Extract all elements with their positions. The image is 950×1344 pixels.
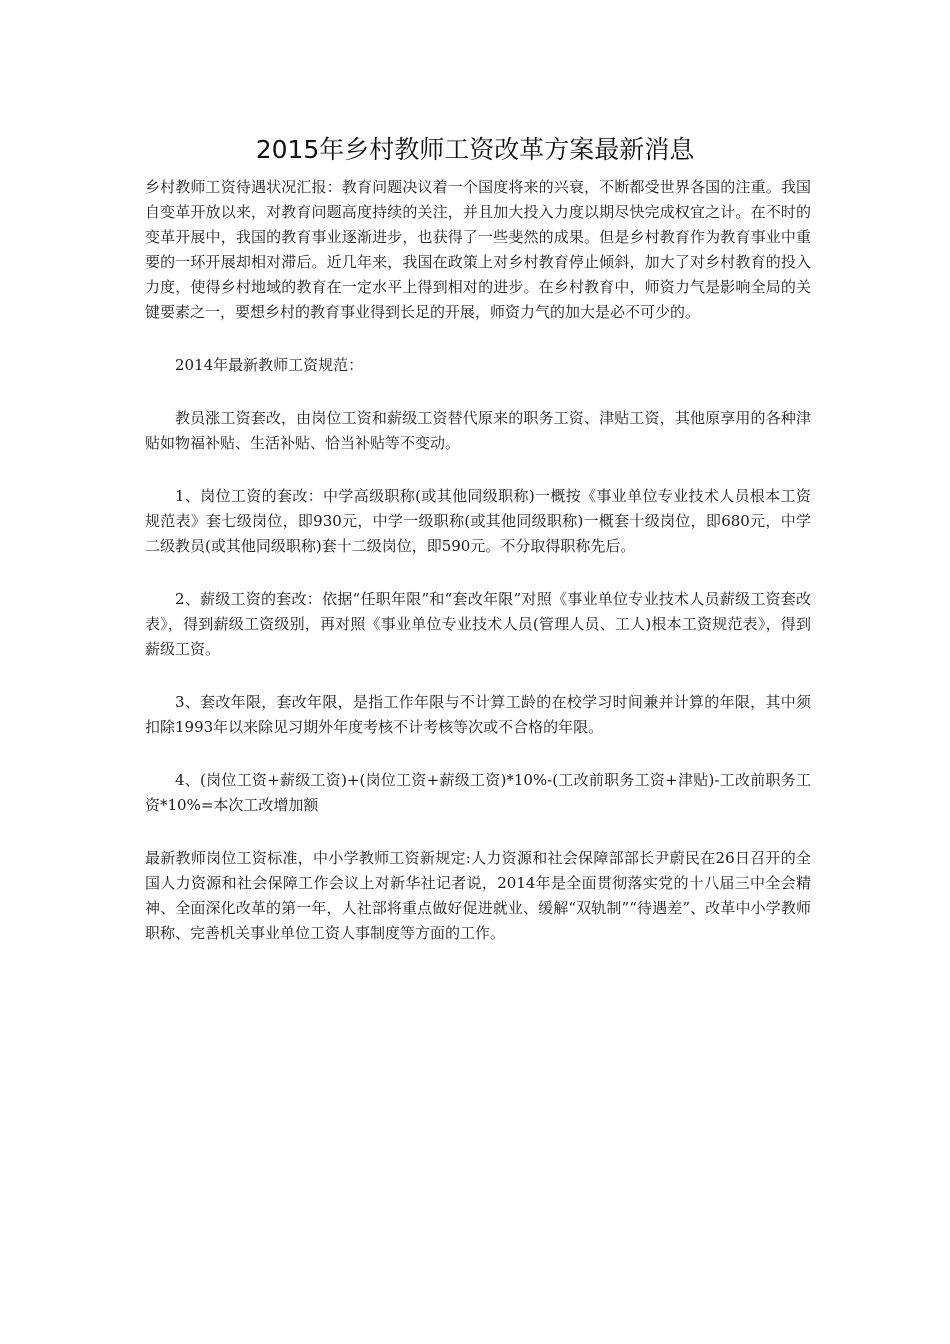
document-body xyxy=(145,175,811,974)
paragraph-standard-heading: 2014年最新教师工资规范： xyxy=(175,356,364,374)
paragraph-item-4: 4、(岗位工资+薪级工资)+(岗位工资+薪级工资)*10%-(工改前职务工资+津贴)-工改前职务工资*10%=本次工改增加额 xyxy=(145,771,811,814)
paragraph-latest-news: 最新教师岗位工资标准，中小学教师工资新规定:人力资源和社会保障部部长尹蔚民在26日召开的全国人力资源和社会保障工作会议上对新华社记者说，2014年是全面贯彻落实党的十八届三中全会精神、全面深化改革的第一年，人社部将重点做好促进就业、缓解“双轨制”“待遇差”、改革中小学教师职称、完善机关事业单位工资人事制度等方面的工作。 xyxy=(145,849,811,942)
paragraph-intro: 乡村教师工资待遇状况汇报：教育问题决议着一个国度将来的兴衰，不断都受世界各国的注重。我国自变革开放以来，对教育问题高度持续的关注，并且加大投入力度以期尽快完成权宜之计。在不时的变革开展中，我国的教育事业逐渐进步，也获得了一些斐然的成果。但是乡村教育作为教育事业中重要的一环开展却相对滞后。近几年来，我国在政策上对乡村教育停止倾斜，加大了对乡村教育的投入力度，使得乡村地域的教育在一定水平上得到相对的进步。在乡村教育中，师资力气是影响全局的关键要素之一，要想乡村的教育事业得到长足的开展，师资力气的加大是必不可少的。 xyxy=(145,178,811,321)
paragraph-item-3: 3、套改年限，套改年限，是指工作年限与不计算工龄的在校学习时间兼并计算的年限，其中须扣除1993年以来除见习期外年度考核不计考核等次或不合格的年限。 xyxy=(145,693,811,736)
paragraph-reform-overview: 教员涨工资套改，由岗位工资和薪级工资替代原来的职务工资、津贴工资，其他原享用的各种津贴如物福补贴、生活补贴、恰当补贴等不变动。 xyxy=(145,409,811,452)
paragraph-item-2: 2、薪级工资的套改：依据“任职年限”和“套改年限”对照《事业单位专业技术人员薪级工资套改表》，得到薪级工资级别，再对照《事业单位专业技术人员(管理人员、工人)根本工资规范表》，得到薪级工资。 xyxy=(145,590,811,658)
paragraph-item-1: 1、岗位工资的套改：中学高级职称(或其他同级职称)一概按《事业单位专业技术人员根本工资规范表》套七级岗位，即930元，中学一级职称(或其他同级职称)一概套十级岗位，即680元，中学二级教员(或其他同级职称)套十二级岗位，即590元。不分取得职称先后。 xyxy=(145,487,811,555)
page-title: 2015年乡村教师工资改革方案最新消息 xyxy=(255,135,695,164)
